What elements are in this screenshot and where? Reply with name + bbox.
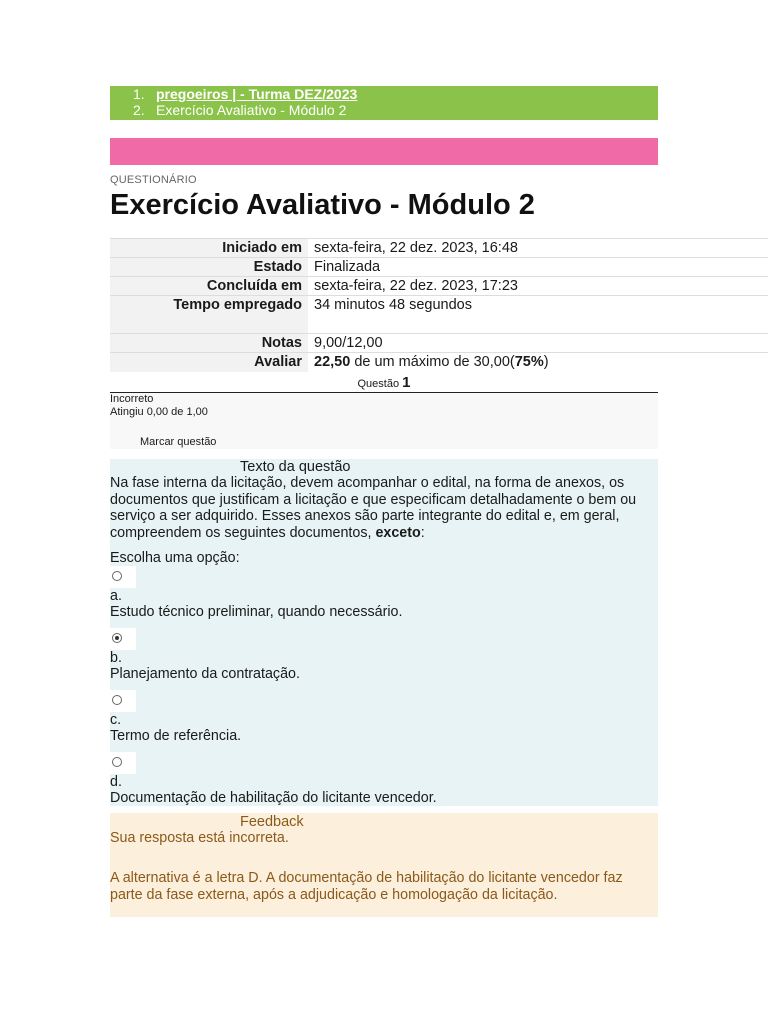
option-text: Planejamento da contratação. — [110, 666, 300, 682]
question-text-emphasis: exceto — [375, 524, 421, 541]
option-a-radio[interactable] — [112, 571, 122, 581]
page-kicker: QUESTIONÁRIO — [110, 174, 197, 186]
breadcrumb-number: 1. — [133, 86, 145, 102]
attempt-summary-table — [110, 238, 768, 372]
question-text-heading: Texto da questão — [240, 459, 351, 475]
question-score: Atingiu 0,00 de 1,00 — [110, 406, 208, 418]
option-c-radio[interactable] — [112, 695, 122, 705]
summary-value: 34 minutos 48 segundos — [308, 296, 768, 334]
question-number-value: 1 — [402, 374, 411, 391]
breadcrumb — [110, 86, 658, 120]
question-content — [110, 459, 658, 806]
option-text: Estudo técnico preliminar, quando necessário. — [110, 604, 403, 620]
option-d-radio[interactable] — [112, 757, 122, 767]
breadcrumb-number: 2. — [133, 102, 145, 118]
option-radio-box — [110, 690, 136, 712]
summary-row — [110, 353, 768, 372]
option-b-radio[interactable] — [112, 633, 122, 643]
choose-option-prompt: Escolha uma opção: — [110, 550, 240, 566]
grade-percent: 75% — [514, 354, 544, 370]
summary-label: Tempo empregado — [110, 296, 308, 334]
question-info — [110, 393, 658, 449]
option-radio-box — [110, 628, 136, 650]
summary-label: Notas — [110, 334, 308, 353]
summary-row — [110, 258, 768, 277]
summary-value-grade — [308, 353, 768, 372]
breadcrumb-item-course — [110, 86, 658, 102]
feedback-result: Sua resposta está incorreta. — [110, 830, 289, 846]
option-letter: d. — [110, 774, 122, 790]
feedback-explanation: A alternativa é a letra D. A documentação de habilitação do licitante vencedor faz parte da fase externa, após a adjudicação e homologação da licitação. — [110, 870, 623, 903]
option-text: Termo de referência. — [110, 728, 242, 744]
breadcrumb-current: Exercício Avaliativo - Módulo 2 — [156, 102, 347, 118]
summary-value: sexta-feira, 22 dez. 2023, 17:23 — [308, 277, 768, 296]
summary-label: Concluída em — [110, 277, 308, 296]
summary-row — [110, 239, 768, 258]
option-letter: b. — [110, 650, 122, 666]
grade-max: de um máximo de 30,00( — [350, 354, 515, 370]
header-banner — [110, 138, 658, 165]
feedback-heading: Feedback — [240, 814, 304, 830]
flag-question-link[interactable]: Marcar questão — [140, 436, 217, 448]
breadcrumb-item-quiz — [110, 102, 658, 118]
option-letter: c. — [110, 712, 122, 728]
question-text — [110, 475, 658, 541]
summary-label: Avaliar — [110, 353, 308, 372]
summary-row — [110, 277, 768, 296]
summary-value: 9,00/12,00 — [308, 334, 768, 353]
question-status: Incorreto — [110, 393, 154, 405]
grade-close: ) — [543, 354, 549, 370]
question-text-body: Na fase interna da licitação, devem acompanhar o edital, na forma de anexos, os documentos que justificam a licitação e que especificam detalhadamente o bem ou serviço a ser adquirido. Esses anexos são parte integrante do edital e, em geral, compreendem os seguintes documentos, — [110, 475, 637, 541]
question-text-end: : — [420, 524, 425, 541]
summary-value: Finalizada — [308, 258, 768, 277]
feedback-panel — [110, 813, 658, 917]
summary-row — [110, 296, 768, 334]
page-title: Exercício Avaliativo - Módulo 2 — [110, 189, 535, 221]
summary-label: Estado — [110, 258, 308, 277]
option-text: Documentação de habilitação do licitante vencedor. — [110, 790, 437, 806]
question-number — [110, 374, 658, 391]
option-radio-box — [110, 566, 136, 588]
question-label: Questão — [357, 378, 400, 390]
option-radio-box — [110, 752, 136, 774]
summary-row — [110, 334, 768, 353]
breadcrumb-link-course[interactable]: pregoeiros | - Turma DEZ/2023 — [156, 86, 358, 102]
summary-value: sexta-feira, 22 dez. 2023, 16:48 — [308, 239, 768, 258]
option-letter: a. — [110, 588, 122, 604]
grade-score: 22,50 — [314, 354, 351, 370]
summary-label: Iniciado em — [110, 239, 308, 258]
